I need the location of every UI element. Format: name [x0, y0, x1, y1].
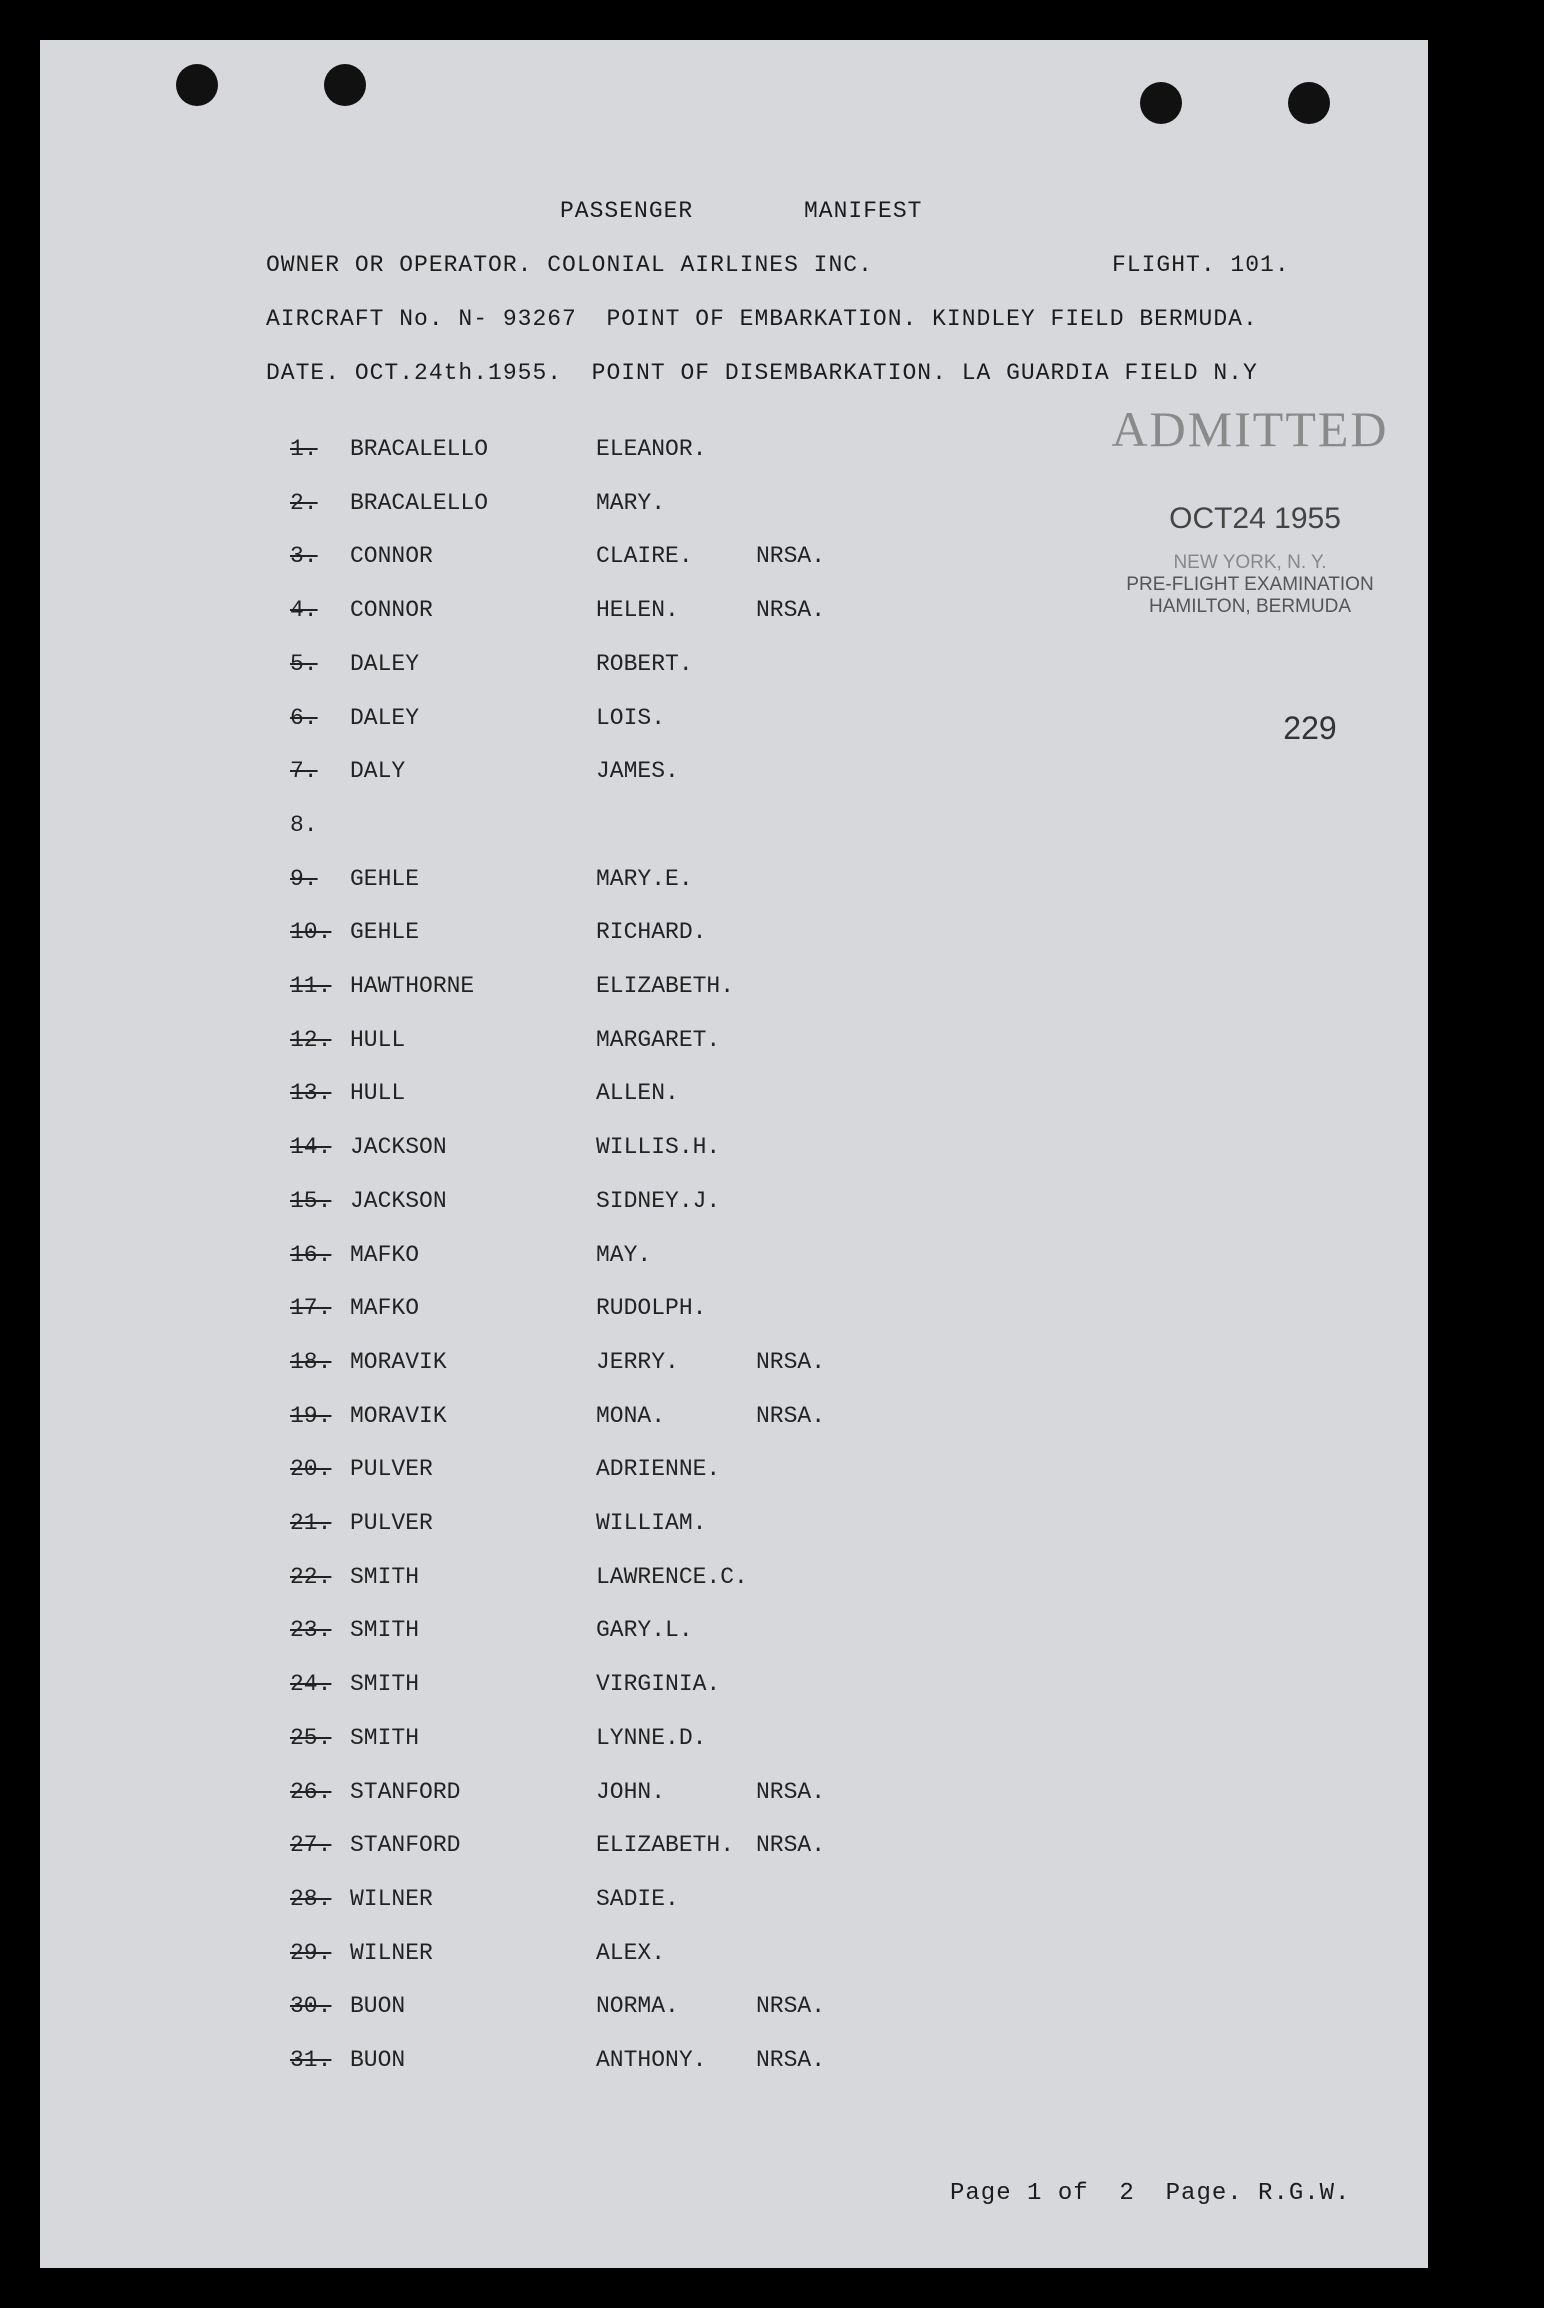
passenger-surname: HAWTHORNE — [350, 973, 475, 999]
passenger-surname: GEHLE — [350, 865, 420, 892]
passenger-surname: CONNOR — [350, 597, 433, 624]
stamp-admitted: ADMITTED — [1111, 401, 1389, 457]
passenger-surname: SMITH — [350, 1671, 420, 1698]
passenger-number: 8. — [290, 811, 318, 838]
passenger-surname: BRACALELLO — [350, 436, 489, 462]
passenger-row — [40, 1134, 1428, 1174]
passenger-row — [40, 758, 1428, 798]
passenger-row — [40, 651, 1428, 691]
punch-hole — [176, 64, 218, 106]
passenger-row — [40, 543, 1428, 583]
passenger-status-flag: NRSA. — [756, 1778, 826, 1805]
date-line: DATE. OCT.24th.1955. POINT OF DISEMBARKATION. LA GUARDIA FIELD N.Y — [266, 360, 1258, 386]
passenger-row — [40, 1027, 1428, 1067]
passenger-status-flag: NRSA. — [756, 1993, 826, 2020]
punch-hole — [1140, 82, 1182, 124]
passenger-row — [40, 1510, 1428, 1550]
passenger-row — [40, 1779, 1428, 1819]
passenger-given-name: ELIZABETH. — [596, 1832, 735, 1859]
passenger-number: 21. — [290, 1510, 332, 1536]
manifest-title-right: MANIFEST — [804, 198, 923, 224]
passenger-surname: BRACALELLO — [350, 489, 489, 516]
passenger-given-name: LOIS. — [596, 704, 666, 731]
passenger-status-flag: NRSA. — [756, 1402, 826, 1429]
passenger-row — [40, 1564, 1428, 1604]
passenger-row — [40, 597, 1428, 637]
passenger-surname: DALY — [350, 758, 406, 785]
passenger-given-name: MARY. — [596, 489, 666, 516]
passenger-number: 9. — [290, 865, 318, 892]
passenger-given-name: MARGARET. — [596, 1026, 721, 1053]
page-footer: Page 1 of 2 Page. R.G.W. — [950, 2180, 1351, 2207]
passenger-given-name: WILLIS.H. — [596, 1134, 721, 1161]
passenger-surname: BUON — [350, 2047, 406, 2073]
manifest-sheet — [40, 40, 1428, 2268]
passenger-given-name: LAWRENCE.C. — [596, 1563, 748, 1590]
manifest-title-left: PASSENGER — [560, 198, 694, 224]
passenger-surname: HULL — [350, 1080, 406, 1107]
passenger-row — [40, 436, 1428, 476]
passenger-number: 3. — [290, 543, 318, 570]
punch-hole — [1288, 82, 1330, 124]
passenger-surname: STANFORD — [350, 1778, 461, 1805]
passenger-row — [40, 1725, 1428, 1765]
passenger-row — [40, 1832, 1428, 1872]
passenger-row — [40, 812, 1428, 852]
passenger-number: 25. — [290, 1724, 332, 1751]
passenger-number: 10. — [290, 919, 332, 946]
passenger-surname: HULL — [350, 1026, 406, 1053]
passenger-surname: DALEY — [350, 704, 420, 731]
passenger-number: 20. — [290, 1456, 332, 1483]
passenger-row — [40, 1671, 1428, 1711]
passenger-given-name: RICHARD. — [596, 919, 707, 946]
passenger-given-name: NORMA. — [596, 1993, 679, 2020]
operator-line: OWNER OR OPERATOR. COLONIAL AIRLINES INC. — [266, 252, 873, 278]
passenger-status-flag: NRSA. — [756, 597, 826, 624]
passenger-number: 11. — [290, 973, 332, 999]
passenger-given-name: ALEX. — [596, 1939, 666, 1966]
passenger-row — [40, 705, 1428, 745]
passenger-row — [40, 1080, 1428, 1120]
passenger-surname: MAFKO — [350, 1241, 420, 1268]
stamp-date: OCT24 1955 — [1169, 502, 1341, 535]
passenger-surname: GEHLE — [350, 919, 420, 946]
passenger-surname: DALEY — [350, 650, 420, 677]
passenger-number: 14. — [290, 1134, 332, 1161]
passenger-row — [40, 866, 1428, 906]
passenger-surname: MORAVIK — [350, 1348, 447, 1375]
passenger-given-name: RUDOLPH. — [596, 1295, 707, 1322]
passenger-row — [40, 1295, 1428, 1335]
passenger-number: 27. — [290, 1832, 332, 1859]
passenger-status-flag: NRSA. — [756, 2047, 826, 2073]
passenger-number: 30. — [290, 1993, 332, 2020]
passenger-status-flag: NRSA. — [756, 1832, 826, 1859]
passenger-given-name: WILLIAM. — [596, 1510, 707, 1536]
passenger-surname: SMITH — [350, 1724, 420, 1751]
passenger-number: 18. — [290, 1348, 332, 1375]
passenger-given-name: GARY.L. — [596, 1617, 693, 1644]
passenger-given-name: MAY. — [596, 1241, 652, 1268]
passenger-given-name: JAMES. — [596, 758, 679, 785]
passenger-surname: WILNER — [350, 1939, 433, 1966]
passenger-surname: WILNER — [350, 1885, 433, 1912]
passenger-number: 19. — [290, 1402, 332, 1429]
passenger-row — [40, 1403, 1428, 1443]
passenger-number: 5. — [290, 650, 318, 677]
passenger-row — [40, 1993, 1428, 2033]
passenger-given-name: ADRIENNE. — [596, 1456, 721, 1483]
passenger-number: 6. — [290, 704, 318, 731]
passenger-surname: PULVER — [350, 1510, 433, 1536]
passenger-given-name: LYNNE.D. — [596, 1724, 707, 1751]
flight-line: FLIGHT. 101. — [1112, 252, 1290, 278]
passenger-number: 28. — [290, 1885, 332, 1912]
passenger-given-name: MARY.E. — [596, 865, 693, 892]
passenger-given-name: SADIE. — [596, 1885, 679, 1912]
passenger-surname: JACKSON — [350, 1134, 447, 1161]
aircraft-line: AIRCRAFT No. N- 93267 POINT OF EMBARKATION. KINDLEY FIELD BERMUDA. — [266, 306, 1258, 332]
passenger-number: 31. — [290, 2047, 332, 2073]
passenger-given-name: SIDNEY.J. — [596, 1187, 721, 1214]
stamp-number: 229 — [1283, 710, 1337, 746]
passenger-given-name: MONA. — [596, 1402, 666, 1429]
passenger-number: 16. — [290, 1241, 332, 1268]
passenger-number: 29. — [290, 1939, 332, 1966]
passenger-row — [40, 973, 1428, 1013]
passenger-surname: BUON — [350, 1993, 406, 2020]
passenger-number: 13. — [290, 1080, 332, 1107]
passenger-given-name: ROBERT. — [596, 650, 693, 677]
passenger-row — [40, 1940, 1428, 1980]
passenger-given-name: ANTHONY. — [596, 2047, 707, 2073]
passenger-number: 4. — [290, 597, 318, 624]
passenger-surname: SMITH — [350, 1617, 420, 1644]
passenger-surname: MAFKO — [350, 1295, 420, 1322]
passenger-surname: PULVER — [350, 1456, 433, 1483]
passenger-status-flag: NRSA. — [756, 1348, 826, 1375]
passenger-surname: JACKSON — [350, 1187, 447, 1214]
passenger-given-name: JOHN. — [596, 1778, 666, 1805]
passenger-surname: STANFORD — [350, 1832, 461, 1859]
passenger-number: 15. — [290, 1187, 332, 1214]
passenger-surname: MORAVIK — [350, 1402, 447, 1429]
passenger-given-name: VIRGINIA. — [596, 1671, 721, 1698]
passenger-status-flag: NRSA. — [756, 543, 826, 570]
passenger-surname: CONNOR — [350, 543, 433, 570]
passenger-row — [40, 1349, 1428, 1389]
passenger-given-name: CLAIRE. — [596, 543, 693, 570]
punch-hole — [324, 64, 366, 106]
passenger-number: 22. — [290, 1563, 332, 1590]
passenger-number: 26. — [290, 1778, 332, 1805]
stamp-line2: PRE-FLIGHT EXAMINATION — [1126, 574, 1374, 595]
passenger-given-name: HELEN. — [596, 597, 679, 624]
passenger-surname: SMITH — [350, 1563, 420, 1590]
passenger-given-name: ELIZABETH. — [596, 973, 735, 999]
passenger-number: 17. — [290, 1295, 332, 1322]
stamp-line1: NEW YORK, N. Y. — [1173, 552, 1327, 573]
stamp-line3: HAMILTON, BERMUDA — [1149, 596, 1351, 617]
passenger-number: 1. — [290, 436, 318, 462]
passenger-given-name: ELEANOR. — [596, 436, 707, 462]
passenger-given-name: JERRY. — [596, 1348, 679, 1375]
passenger-row — [40, 1242, 1428, 1282]
passenger-row — [40, 919, 1428, 959]
passenger-row — [40, 1456, 1428, 1496]
passenger-row — [40, 1617, 1428, 1657]
passenger-given-name: ALLEN. — [596, 1080, 679, 1107]
passenger-number: 24. — [290, 1671, 332, 1698]
passenger-row — [40, 490, 1428, 530]
passenger-number: 2. — [290, 489, 318, 516]
passenger-row — [40, 1886, 1428, 1926]
passenger-row — [40, 2047, 1428, 2087]
passenger-number: 12. — [290, 1026, 332, 1053]
passenger-number: 7. — [290, 758, 318, 785]
passenger-row — [40, 1188, 1428, 1228]
passenger-number: 23. — [290, 1617, 332, 1644]
